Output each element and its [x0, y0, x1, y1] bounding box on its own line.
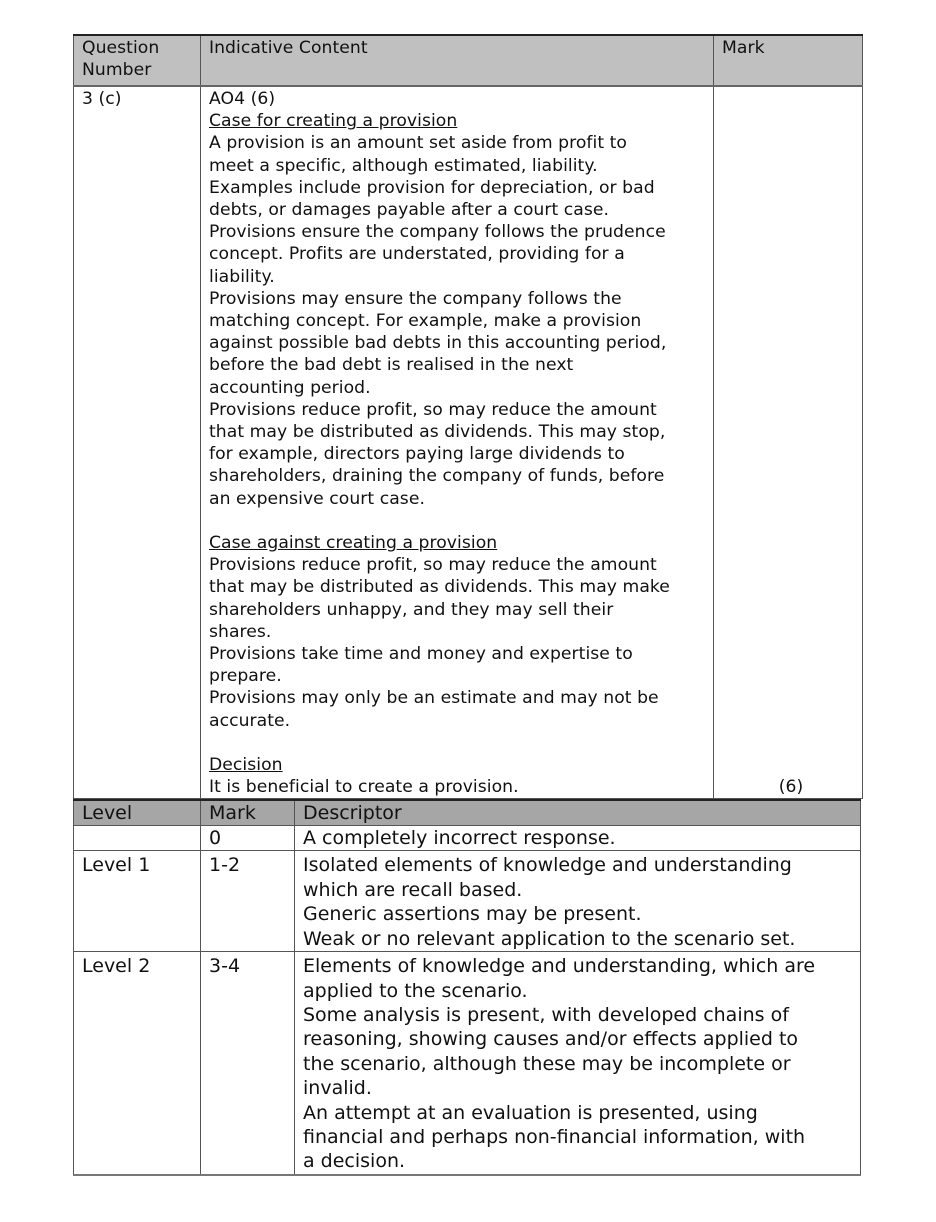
header-level-mark: Mark — [201, 800, 295, 826]
text-line: liability. — [209, 266, 275, 287]
text-line: concept. Profits are understated, providing for a — [209, 244, 625, 265]
level-mark: 1-2 — [201, 851, 295, 952]
text-line: invalid. — [303, 1077, 372, 1100]
text-line: Generic assertions may be present. — [303, 903, 642, 926]
text-line: Isolated elements of knowledge and understanding — [303, 854, 792, 877]
text-line: applied to the scenario. — [303, 979, 528, 1002]
text-line: for example, directors paying large dividends to — [209, 444, 625, 465]
assessment-objective: AO4 (6) — [209, 89, 276, 109]
question-number: 3 (c) — [74, 86, 201, 799]
case-for-lines — [209, 132, 705, 509]
decision-text: It is beneficial to create a provision. — [209, 777, 519, 798]
decision-heading: Decision — [209, 755, 283, 776]
text-line: the scenario, although these may be incomplete or — [303, 1052, 791, 1075]
text-line: a decision. — [303, 1150, 406, 1173]
level-descriptor — [295, 952, 861, 1175]
text-line: against possible bad debts in this accounting period, — [209, 333, 667, 354]
text-line: Provisions reduce profit, so may reduce the amount — [209, 555, 657, 576]
indicative-table-header-row — [74, 35, 863, 86]
text-line: that may be distributed as dividends. This may make — [209, 577, 670, 598]
indicative-content-cell — [201, 86, 714, 799]
level-name: Level 2 — [74, 952, 201, 1175]
text-line: Provisions reduce profit, so may reduce the amount — [209, 399, 657, 420]
text-line: which are recall based. — [303, 878, 523, 901]
header-question-number: Question Number — [74, 35, 201, 86]
level-row — [74, 851, 861, 952]
text-line: an expensive court case. — [209, 488, 425, 509]
level-row — [74, 826, 861, 851]
header-indicative-content: Indicative Content — [201, 35, 714, 86]
level-descriptor — [295, 851, 861, 952]
case-against-heading: Case against creating a provision — [209, 533, 498, 554]
spacer — [209, 510, 705, 532]
text-line: Provisions take time and money and expertise to — [209, 644, 633, 665]
text-line: shareholders, draining the company of funds, before — [209, 466, 665, 487]
text-line: An attempt at an evaluation is presented, using — [303, 1101, 758, 1124]
mark-cell — [714, 86, 863, 799]
header-level: Level — [74, 800, 201, 826]
level-mark: 0 — [201, 826, 295, 851]
question-row — [74, 86, 863, 799]
text-line: Some analysis is present, with developed chains of — [303, 1003, 789, 1026]
level-mark: 3-4 — [201, 952, 295, 1175]
mark-scheme-page — [73, 34, 859, 1176]
text-line: debts, or damages payable after a court case. — [209, 200, 610, 221]
spacer — [209, 732, 705, 754]
levels-table-header-row — [74, 800, 861, 826]
level-row — [74, 952, 861, 1175]
text-line: A completely incorrect response. — [303, 827, 616, 850]
text-line: Examples include provision for depreciation, or bad — [209, 177, 655, 198]
text-line: shareholders unhappy, and they may sell their — [209, 599, 614, 620]
text-line: prepare. — [209, 666, 282, 687]
text-line: that may be distributed as dividends. This may stop, — [209, 422, 666, 443]
level-name — [74, 826, 201, 851]
level-descriptor — [295, 826, 861, 851]
text-line: Provisions ensure the company follows the prudence — [209, 222, 666, 243]
text-line: shares. — [209, 621, 272, 642]
case-for-heading: Case for creating a provision — [209, 111, 458, 132]
text-line: accounting period. — [209, 377, 371, 398]
text-line: financial and perhaps non-financial information, with — [303, 1125, 806, 1148]
text-line: Elements of knowledge and understanding, which are — [303, 955, 816, 978]
indicative-content-table — [73, 34, 863, 799]
text-line: Weak or no relevant application to the scenario set. — [303, 927, 796, 950]
levels-table — [73, 799, 861, 1175]
text-line: meet a specific, although estimated, liability. — [209, 155, 598, 176]
text-line: reasoning, showing causes and/or effects applied to — [303, 1028, 799, 1051]
case-against-lines — [209, 554, 705, 732]
header-descriptor: Descriptor — [295, 800, 861, 826]
total-mark: (6) — [778, 777, 804, 798]
text-line: before the bad debt is realised in the next — [209, 355, 574, 376]
text-line: A provision is an amount set aside from profit to — [209, 133, 627, 154]
level-name: Level 1 — [74, 851, 201, 952]
text-line: Provisions may ensure the company follows the — [209, 288, 622, 309]
text-line: Provisions may only be an estimate and may not be — [209, 688, 659, 709]
text-line: matching concept. For example, make a provision — [209, 311, 642, 332]
header-mark: Mark — [714, 35, 863, 86]
text-line: accurate. — [209, 710, 291, 731]
